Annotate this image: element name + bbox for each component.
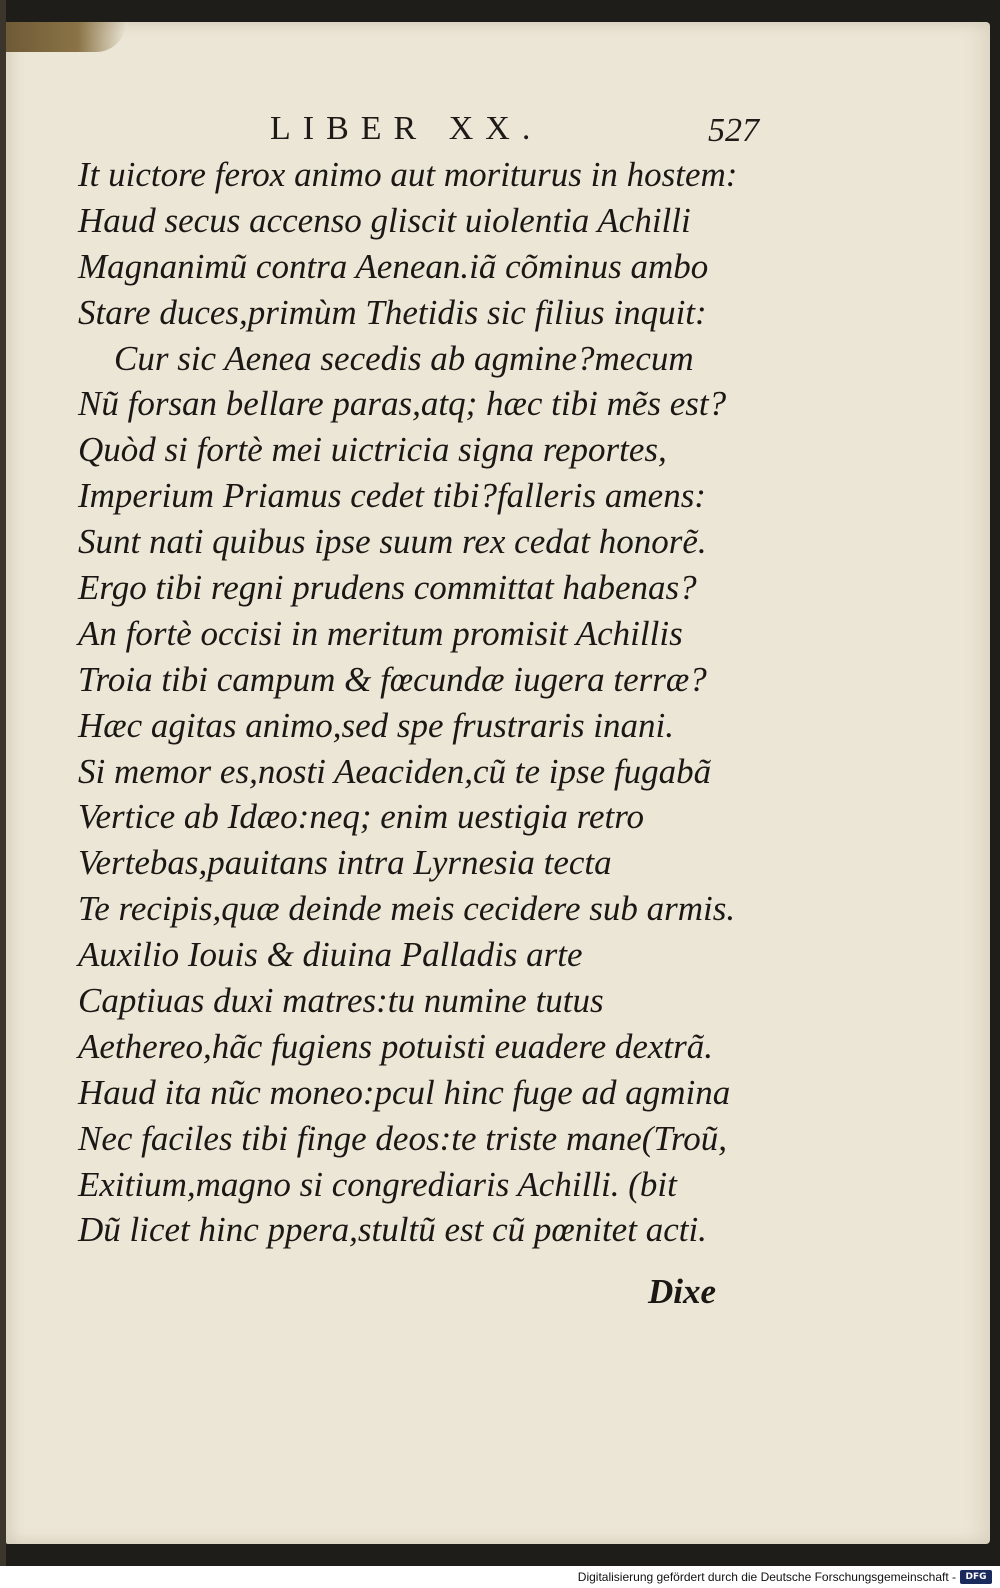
- verse-line: Nec faciles tibi finge deos:te triste mane(Troũ,: [78, 1118, 728, 1158]
- verse-line: Sunt nati quibus ipse suum rex cedat honorẽ.: [78, 522, 707, 562]
- verse-line: Vertebas,pauitans intra Lyrnesia tecta: [78, 843, 612, 883]
- verse-line: Cur sic Aenea secedis ab agmine?mecum: [114, 338, 694, 378]
- verse-line: Dũ licet hinc ppera,stultũ est cũ pœnitet acti.: [78, 1210, 707, 1250]
- verse-line: It uictore ferox animo aut moriturus in hostem:: [78, 155, 738, 194]
- verse-line: Vertice ab Idæo:neq; enim uestigia retro: [78, 797, 645, 837]
- verse-text: [78, 152, 778, 1253]
- verse-line: Captiuas duxi matres:tu numine tutus: [78, 981, 604, 1021]
- verse-line: Quòd si fortè mei uictricia signa reportes,: [78, 430, 667, 470]
- catchword: Dixe: [648, 1272, 717, 1311]
- verse-line: Exitium,magno si congrediaris Achilli. (bit: [78, 1164, 677, 1204]
- funding-credit: Digitalisierung gefördert durch die Deutsche Forschungsgemeinschaft -: [577, 1570, 956, 1584]
- verse-line: Nũ forsan bellare paras,atq; hæc tibi mẽs est?: [78, 384, 727, 424]
- dfg-logo: DFG: [960, 1570, 992, 1584]
- corner-stain: [6, 22, 126, 52]
- running-head: LIBER XX.: [270, 110, 543, 147]
- verse-line: Aethereo,hãc fugiens potuisti euadere dextrã.: [78, 1026, 714, 1066]
- verse-line: Hæc agitas animo,sed spe frustraris inani.: [78, 705, 675, 745]
- verse-line: Imperium Priamus cedet tibi?falleris amens:: [78, 476, 706, 516]
- verse-line: Troia tibi campum & fœcundæ iugera terræ?: [78, 659, 707, 699]
- verse-line: Magnanimũ contra Aenean.iã cõminus ambo: [78, 246, 709, 286]
- verse-line: Auxilio Iouis & diuina Palladis arte: [78, 935, 583, 975]
- digitization-footer: [0, 1566, 1000, 1588]
- verse-line: Si memor es,nosti Aeaciden,cũ te ipse fugabã: [78, 751, 712, 791]
- verse-line: Te recipis,quæ deinde meis cecidere sub armis.: [78, 889, 736, 929]
- verse-line: Haud secus accenso gliscit uiolentia Achilli: [78, 200, 691, 240]
- verse-line: Haud ita nũc moneo:pcul hinc fuge ad agmina: [78, 1072, 731, 1112]
- page-number: 527: [708, 112, 759, 149]
- verse-line: An fortè occisi in meritum promisit Achillis: [78, 613, 683, 653]
- verse-line: Stare duces,primùm Thetidis sic filius inquit:: [78, 292, 707, 332]
- verse-line: Ergo tibi regni prudens committat habenas?: [78, 568, 697, 608]
